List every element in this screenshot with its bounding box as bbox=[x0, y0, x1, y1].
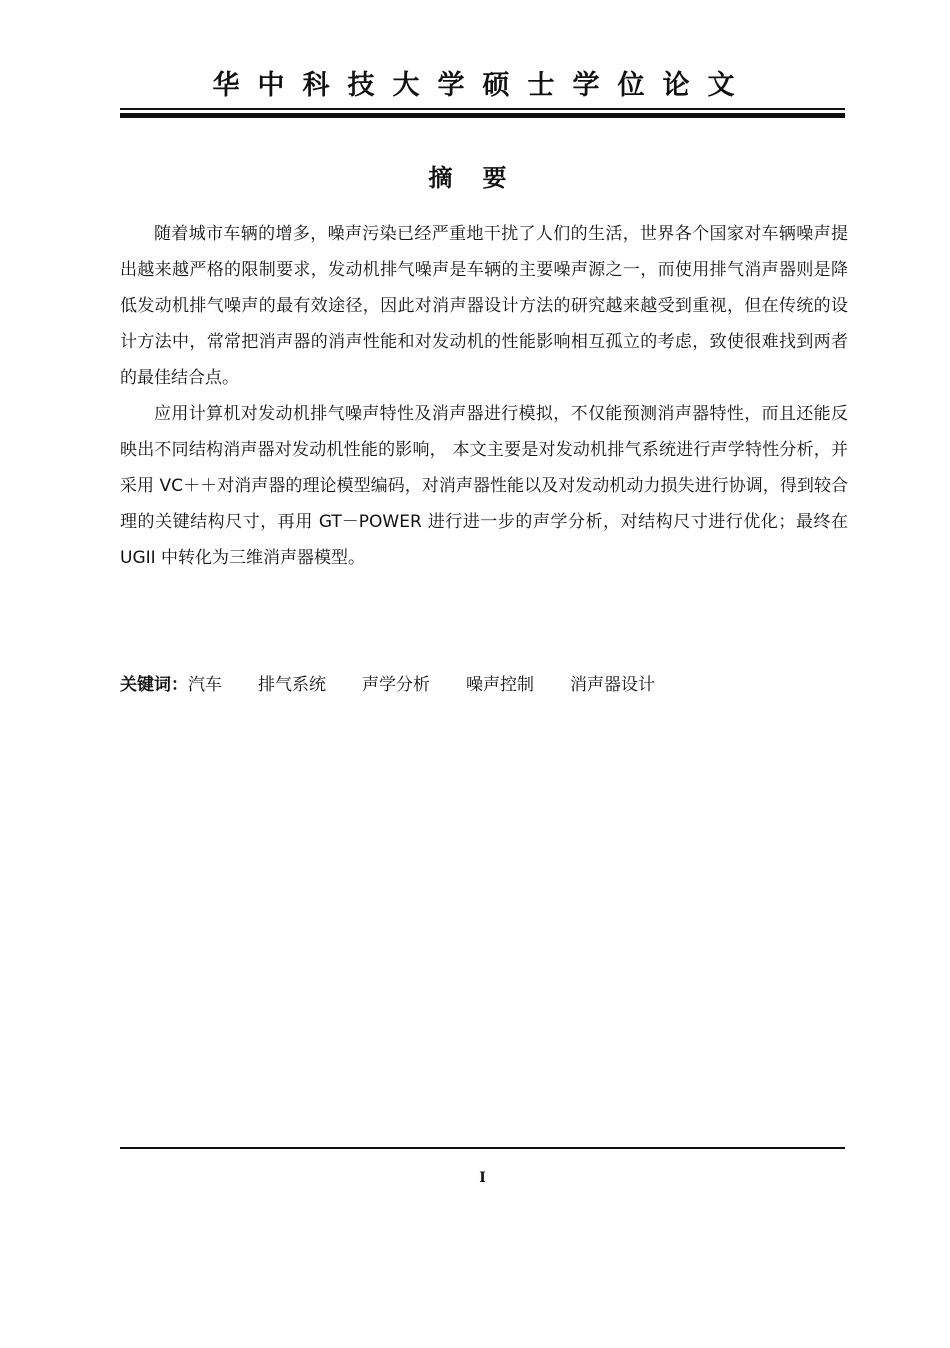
keyword-item: 汽车 bbox=[188, 675, 222, 695]
keyword-item: 消声器设计 bbox=[570, 675, 655, 695]
header-rule-thick bbox=[120, 113, 845, 118]
abstract-paragraph-1: 随着城市车辆的增多，噪声污染已经严重地干扰了人们的生活，世界各个国家对车辆噪声提出越来越严格的限制要求，发动机排气噪声是车辆的主要噪声源之一，而使用排气消声器则是降低发动机排气噪声的最有效途径，因此对消声器设计方法的研究越来越受到重视，但在传统的设计方法中，常常把消声器的消声性能和对发动机的性能影响相互孤立的考虑，致使很难找到两者的最佳结合点。 bbox=[120, 224, 848, 388]
footer-rule bbox=[120, 1147, 845, 1149]
keyword-item: 排气系统 bbox=[258, 675, 326, 695]
keywords-line bbox=[120, 668, 845, 702]
keywords-label: 关键词： bbox=[120, 675, 188, 695]
keyword-item: 声学分析 bbox=[362, 675, 430, 695]
abstract-body bbox=[120, 216, 848, 576]
page-number: I bbox=[479, 1170, 486, 1186]
keyword-item: 噪声控制 bbox=[466, 675, 534, 695]
abstract-heading: 摘要 bbox=[428, 164, 537, 192]
abstract-paragraph-2: 应用计算机对发动机排气噪声特性及消声器进行模拟，不仅能预测消声器特性，而且还能反映出不同结构消声器对发动机性能的影响， 本文主要是对发动机排气系统进行声学特性分析，并采用 VC＋＋对消声器的理论模型编码，对消声器性能以及对发动机动力损失进行协调，得到较合理的关键结构尺寸，再用 GT－POWER 进行进一步的声学分析，对结构尺寸进行优化；最终在 UGII 中转化为三维消声器模型。 bbox=[120, 404, 848, 568]
page-header-title: 华中科技大学硕士学位论文 bbox=[212, 70, 753, 101]
header-rule-thin bbox=[120, 108, 845, 110]
